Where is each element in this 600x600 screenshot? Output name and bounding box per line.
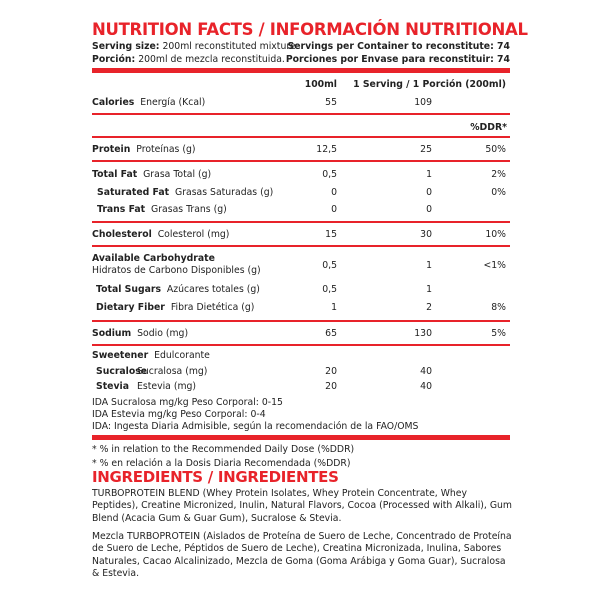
value-100ml: 0	[331, 187, 337, 198]
nutrient-es: Grasas Saturadas (g)	[174, 187, 274, 198]
value-serving: 0	[426, 204, 432, 215]
table-row	[92, 187, 510, 201]
value-serving: 130	[414, 328, 432, 339]
value-100ml: 0,5	[322, 169, 337, 180]
table-row	[92, 366, 510, 380]
porcion	[92, 54, 285, 65]
table-row	[92, 302, 510, 316]
servings-per-container: Servings per Container to reconstitute: 74	[287, 41, 510, 52]
value-100ml: 1	[331, 302, 337, 313]
porciones-por-envase: Porciones por Envase para reconstituir: 74	[285, 54, 510, 65]
nutrient-en: Sucralose	[96, 366, 148, 377]
divider	[92, 68, 510, 73]
nutrient-en: Available Carbohydrate	[92, 253, 215, 264]
value-ddr: 10%	[485, 229, 506, 240]
value-serving: 2	[426, 302, 432, 313]
table-row	[92, 97, 510, 111]
value-serving: 30	[420, 229, 432, 240]
nutrient-es: Hidratos de Carbono Disponibles (g)	[92, 265, 261, 276]
table-row	[92, 204, 510, 218]
nutrient-es: Sodio (mg)	[137, 328, 189, 339]
nutrient-es: Grasa Total (g)	[143, 169, 212, 180]
value-100ml: 20	[325, 366, 337, 377]
divider	[92, 344, 510, 346]
table-row	[92, 284, 510, 298]
ida-definition: IDA: Ingesta Diaria Admisible, según la recomendación de la FAO/OMS	[92, 421, 419, 432]
column-headers	[92, 79, 510, 93]
value-ddr: 5%	[491, 328, 506, 339]
value-serving: 0	[426, 187, 432, 198]
value-serving: 1	[426, 284, 432, 295]
note-en: * % in relation to the Recommended Daily Dose (%DDR)	[92, 444, 355, 455]
ida-sucralosa: IDA Sucralosa mg/kg Peso Corporal: 0-15	[92, 397, 283, 408]
nutrient-en: Saturated Fat	[97, 187, 170, 198]
serving-size-label: Serving size:	[92, 41, 160, 52]
value-serving: 40	[420, 366, 432, 377]
nutrient-es: Azúcares totales (g)	[166, 284, 260, 295]
value-100ml: 12,5	[316, 144, 337, 155]
divider	[92, 160, 510, 162]
nutrient-en: Total Fat	[92, 169, 138, 180]
value-serving: 1	[426, 260, 432, 271]
value-100ml: 15	[325, 229, 337, 240]
col-serving: 1 Serving / 1 Porción (200ml)	[353, 79, 506, 90]
nutrient-en: Stevia	[96, 381, 129, 392]
table-row	[92, 144, 510, 158]
divider	[92, 136, 510, 138]
porcion-label: Porción:	[92, 54, 136, 65]
nutrient-es: Grasas Trans (g)	[151, 204, 227, 215]
col-100ml: 100ml	[304, 79, 337, 90]
value-serving: 1	[426, 169, 432, 180]
divider	[92, 320, 510, 322]
table-row	[92, 229, 510, 243]
divider	[92, 221, 510, 223]
divider	[92, 435, 510, 440]
value-100ml: 0,5	[322, 284, 337, 295]
serving-size-value: 200ml reconstituted mixture.	[162, 41, 299, 52]
ingredients-en: TURBOPROTEIN BLEND (Whey Protein Isolates, Whey Protein Concentrate, Whey Peptides), Creatine Micronized, Inulin, Natural Flavors, Cocoa (Processed with Alkali), Gum Blend (Acacia Gum & Guar Gum), Sucralose & Stevia.	[92, 488, 512, 524]
nutrient-es: Fibra Dietética (g)	[170, 302, 255, 313]
nutrient-en: Sodium	[92, 328, 132, 339]
nutrient-es: Edulcorante	[154, 350, 210, 361]
value-serving: 109	[414, 97, 432, 108]
value-ddr: 50%	[485, 144, 506, 155]
ida-estevia: IDA Estevia mg/kg Peso Corporal: 0-4	[92, 409, 266, 420]
porcion-value: 200ml de mezcla reconstituida.	[138, 54, 285, 65]
table-row	[92, 169, 510, 183]
col-ddr: %DDR*	[470, 122, 507, 133]
nutrient-en: Dietary Fiber	[96, 302, 165, 313]
value-ddr: 8%	[491, 302, 506, 313]
divider	[92, 113, 510, 115]
nutrient-en: Calories	[92, 97, 135, 108]
divider	[92, 245, 510, 247]
nutrient-es: Sucralosa (mg)	[137, 366, 208, 377]
nutrient-es: Energía (Kcal)	[140, 97, 206, 108]
nutrient-en: Cholesterol	[92, 229, 152, 240]
value-100ml: 55	[325, 97, 337, 108]
table-row	[92, 350, 510, 364]
value-ddr: 0%	[491, 187, 506, 198]
value-ddr: 2%	[491, 169, 506, 180]
nutrition-facts-title: NUTRITION FACTS / INFORMACIÓN NUTRITIONAL	[92, 20, 528, 39]
ingredients-title: INGREDIENTS / INGREDIENTES	[92, 468, 339, 486]
nutrient-en: Total Sugars	[96, 284, 161, 295]
value-100ml: 65	[325, 328, 337, 339]
value-ddr: <1%	[483, 260, 506, 271]
nutrient-es: Proteínas (g)	[136, 144, 196, 155]
serving-size	[92, 41, 299, 52]
value-100ml: 20	[325, 381, 337, 392]
nutrient-en: Protein	[92, 144, 131, 155]
nutrient-es: Estevia (mg)	[137, 381, 197, 392]
table-row	[92, 328, 510, 342]
ingredients-es: Mezcla TURBOPROTEIN (Aislados de Proteína de Suero de Leche, Concentrado de Proteína de Suero de Leche, Péptidos de Suero de Leche), Creatina Micronizada, Inulina, Sabores Naturales, Cacao Alcalinizado, Mezcla de Goma (Goma Arábiga y Goma Guar), Sucralosa & Estevia.	[92, 531, 512, 579]
nutrient-en: Sweetener	[92, 350, 149, 361]
value-serving: 40	[420, 381, 432, 392]
nutrient-es: Colesterol (mg)	[157, 229, 230, 240]
nutrient-en: Trans Fat	[97, 204, 146, 215]
note-es: * % en relación a la Dosis Diaria Recomendada (%DDR)	[92, 458, 351, 469]
table-row	[92, 253, 510, 281]
value-100ml: 0,5	[322, 260, 337, 271]
value-serving: 25	[420, 144, 432, 155]
value-100ml: 0	[331, 204, 337, 215]
table-row	[92, 381, 510, 395]
